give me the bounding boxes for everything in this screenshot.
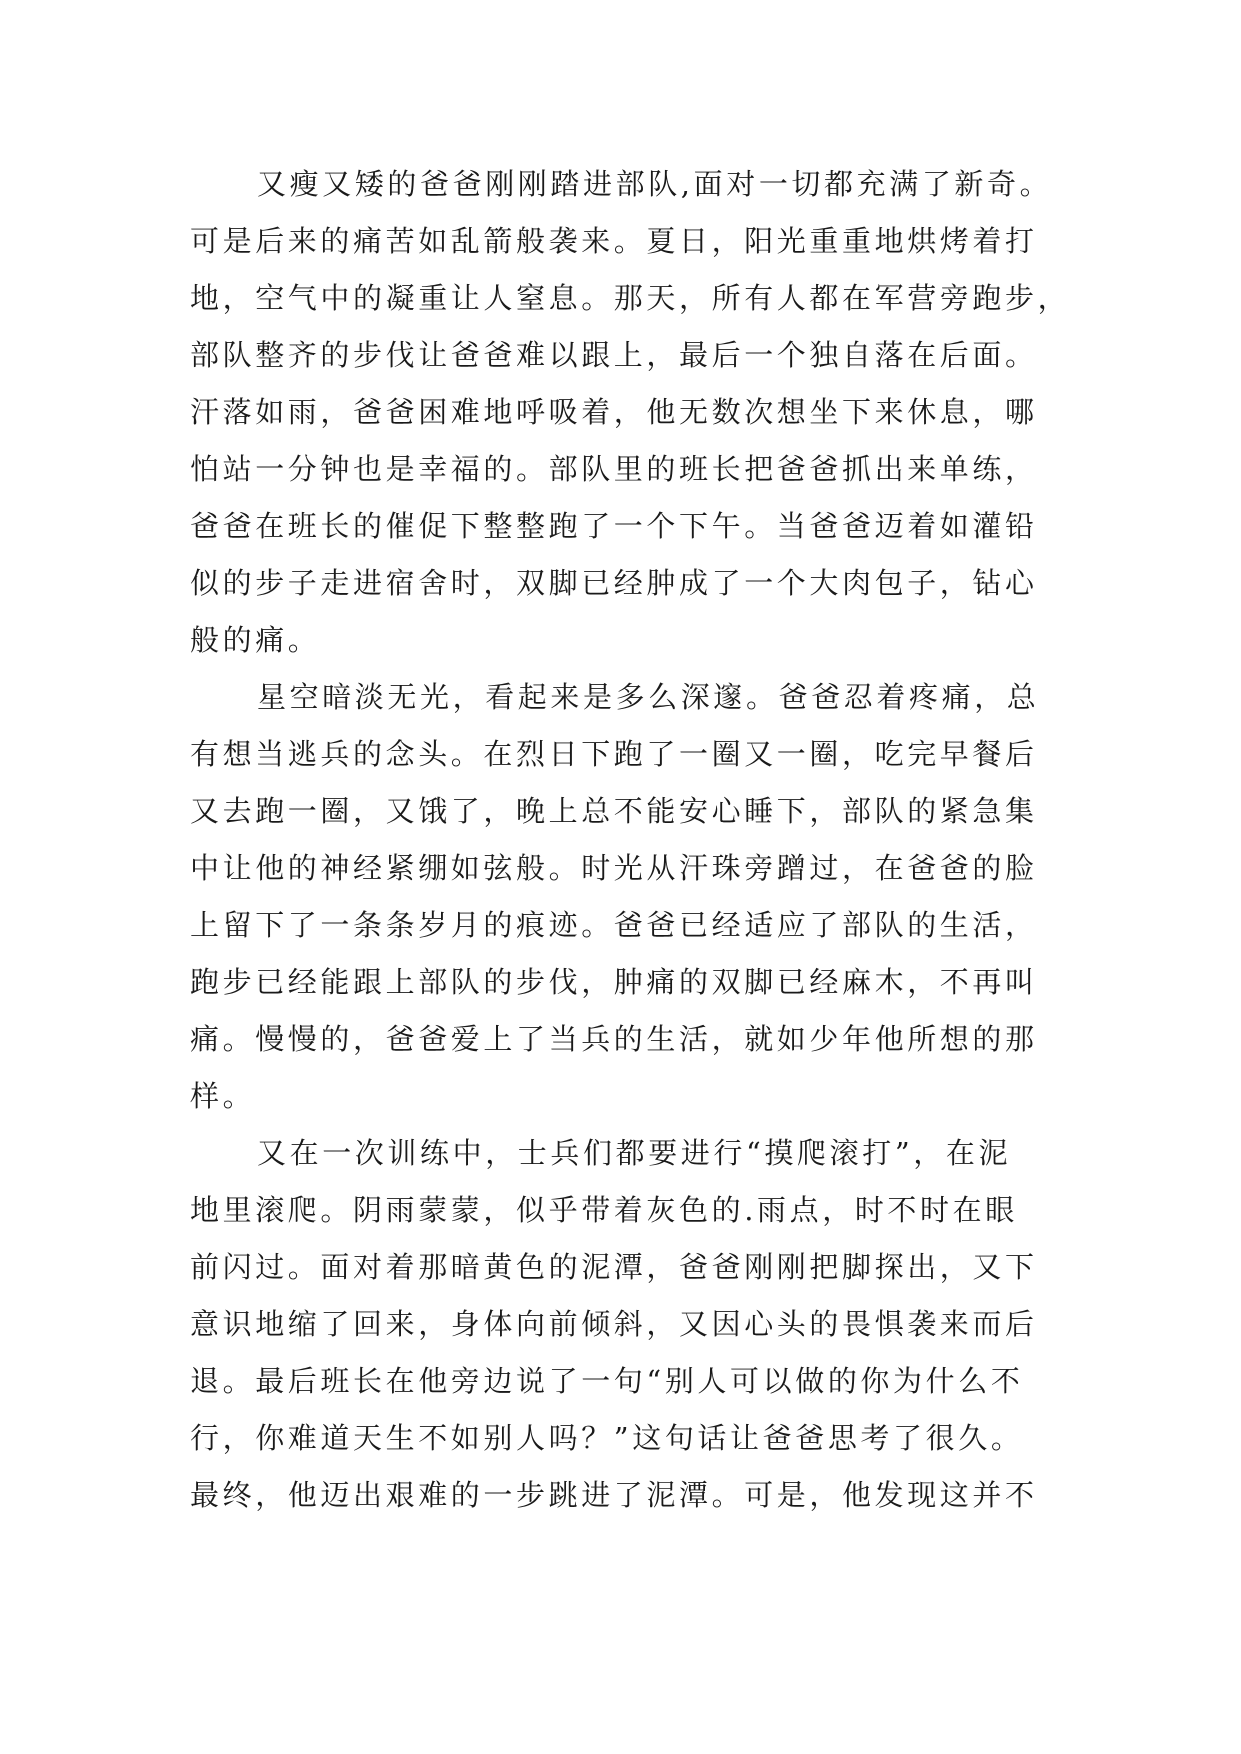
text-line: 似的步子走进宿舍时，双脚已经肿成了一个大肉包子，钻心 xyxy=(190,566,1038,600)
text-line: 有想当逃兵的念头。在烈日下跑了一圈又一圈，吃完早餐后 xyxy=(190,737,1038,771)
text-line: 又去跑一圈，又饿了，晚上总不能安心睡下，部队的紧急集 xyxy=(190,794,1038,828)
text-line: 中让他的神经紧绷如弦般。时光从汗珠旁蹭过，在爸爸的脸 xyxy=(190,851,1038,885)
text-line: 般的痛。 xyxy=(190,623,321,657)
text-line: 地，空气中的凝重让人窒息。那天，所有人都在军营旁跑步， xyxy=(190,281,1071,315)
text-line: 星空暗淡无光，看起来是多么深邃。爸爸忍着疼痛，总 xyxy=(257,680,1040,714)
text-line: 地里滚爬。阴雨蒙蒙，似乎带着灰色的.雨点，时不时在眼 xyxy=(190,1193,1018,1227)
text-line: 样。 xyxy=(190,1079,256,1113)
text-line: 行，你难道天生不如别人吗？”这句话让爸爸思考了很久。 xyxy=(190,1421,1024,1455)
text-line: 部队整齐的步伐让爸爸难以跟上，最后一个独自落在后面。 xyxy=(190,338,1038,372)
text-line: 可是后来的痛苦如乱箭般袭来。夏日，阳光重重地烘烤着打 xyxy=(190,224,1038,258)
text-line: 又在一次训练中，士兵们都要进行“摸爬滚打”，在泥 xyxy=(257,1136,1012,1170)
text-line: 怕站一分钟也是幸福的。部队里的班长把爸爸抓出来单练， xyxy=(190,452,1038,486)
text-line: 又瘦又矮的爸爸刚刚踏进部队,面对一切都充满了新奇。 xyxy=(257,167,1053,201)
text-line: 跑步已经能跟上部队的步伐，肿痛的双脚已经麻木，不再叫 xyxy=(190,965,1038,999)
text-line: 汗落如雨，爸爸困难地呼吸着，他无数次想坐下来休息，哪 xyxy=(190,395,1038,429)
text-line: 最终，他迈出艰难的一步跳进了泥潭。可是，他发现这并不 xyxy=(190,1478,1038,1512)
text-line: 痛。慢慢的，爸爸爱上了当兵的生活，就如少年他所想的那 xyxy=(190,1022,1038,1056)
text-line: 前闪过。面对着那暗黄色的泥潭，爸爸刚刚把脚探出，又下 xyxy=(190,1250,1038,1284)
text-line: 爸爸在班长的催促下整整跑了一个下午。当爸爸迈着如灌铅 xyxy=(190,509,1038,543)
text-line: 意识地缩了回来，身体向前倾斜，又因心头的畏惧袭来而后 xyxy=(190,1307,1038,1341)
text-line: 上留下了一条条岁月的痕迹。爸爸已经适应了部队的生活， xyxy=(190,908,1038,942)
text-line: 退。最后班长在他旁边说了一句“别人可以做的你为什么不 xyxy=(190,1364,1024,1398)
